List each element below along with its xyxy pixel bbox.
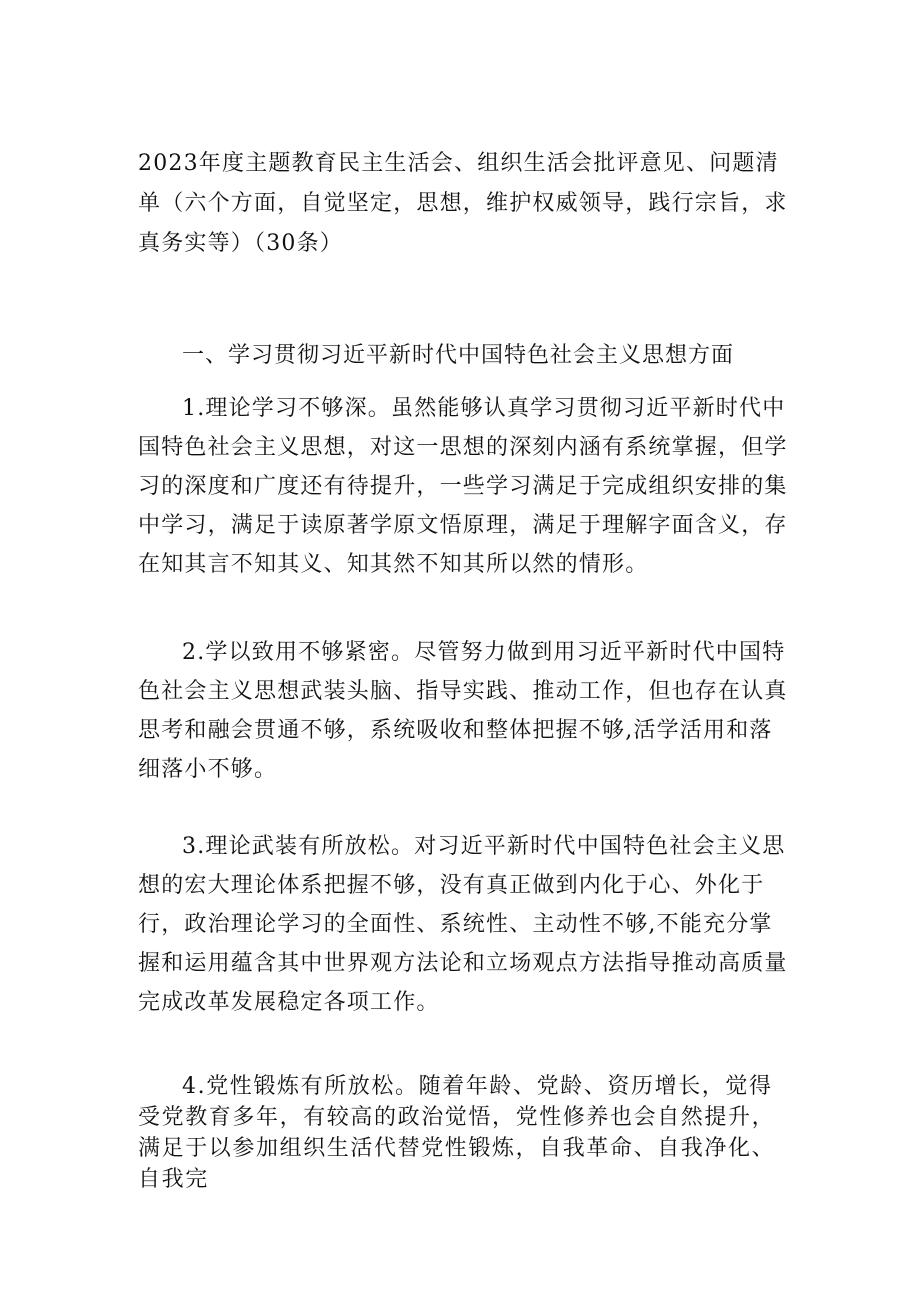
- paragraph-2: [138, 633, 790, 789]
- paragraph-4: [138, 1071, 790, 1195]
- paragraph-3: [138, 827, 790, 1022]
- section-heading: [138, 340, 788, 372]
- document-title: 2023年度主题教育民主生活会、组织生活会批评意见、问题清单（六个方面，自觉坚定，思想，维护权威领导，践行宗旨，求真务实等）（30条）: [138, 151, 788, 256]
- paragraph-3-text: 3.理论武装有所放松。对习近平新时代中国特色社会主义思想的宏大理论体系把握不够，没有真正做到内化于心、外化于行，政治理论学习的全面性、系统性、主动性不够,不能充分掌握和运用蕴含其中世界观方法论和立场观点方法指导推动高质量完成改革发展稳定各项工作。: [138, 834, 788, 1015]
- section-heading-text: 一、学习贯彻习近平新时代中国特色社会主义思想方面: [182, 343, 735, 368]
- paragraph-4-text: 4.党性锻炼有所放松。随着年龄、党龄、资历增长，觉得受党教育多年，有较高的政治觉悟，党性修养也会自然提升，满足于以参加组织生活代替党性锻炼，自我革命、自我净化、自我完: [138, 1074, 776, 1192]
- paragraph-2-text: 2.学以致用不够紧密。尽管努力做到用习近平新时代中国特色社会主义思想武装头脑、指导实践、推动工作，但也存在认真思考和融会贯通不够，系统吸收和整体把握不够,活学活用和落细落小不够。: [138, 640, 788, 782]
- paragraph-1: [138, 389, 790, 584]
- paragraph-1-text: 1.理论学习不够深。虽然能够认真学习贯彻习近平新时代中国特色社会主义思想，对这一思想的深刻内涵有系统掌握，但学习的深度和广度还有待提升，一些学习满足于完成组织安排的集中学习，满足于读原著学原文悟原理，满足于理解字面含义，存在知其言不知其义、知其然不知其所以然的情形。: [138, 396, 788, 577]
